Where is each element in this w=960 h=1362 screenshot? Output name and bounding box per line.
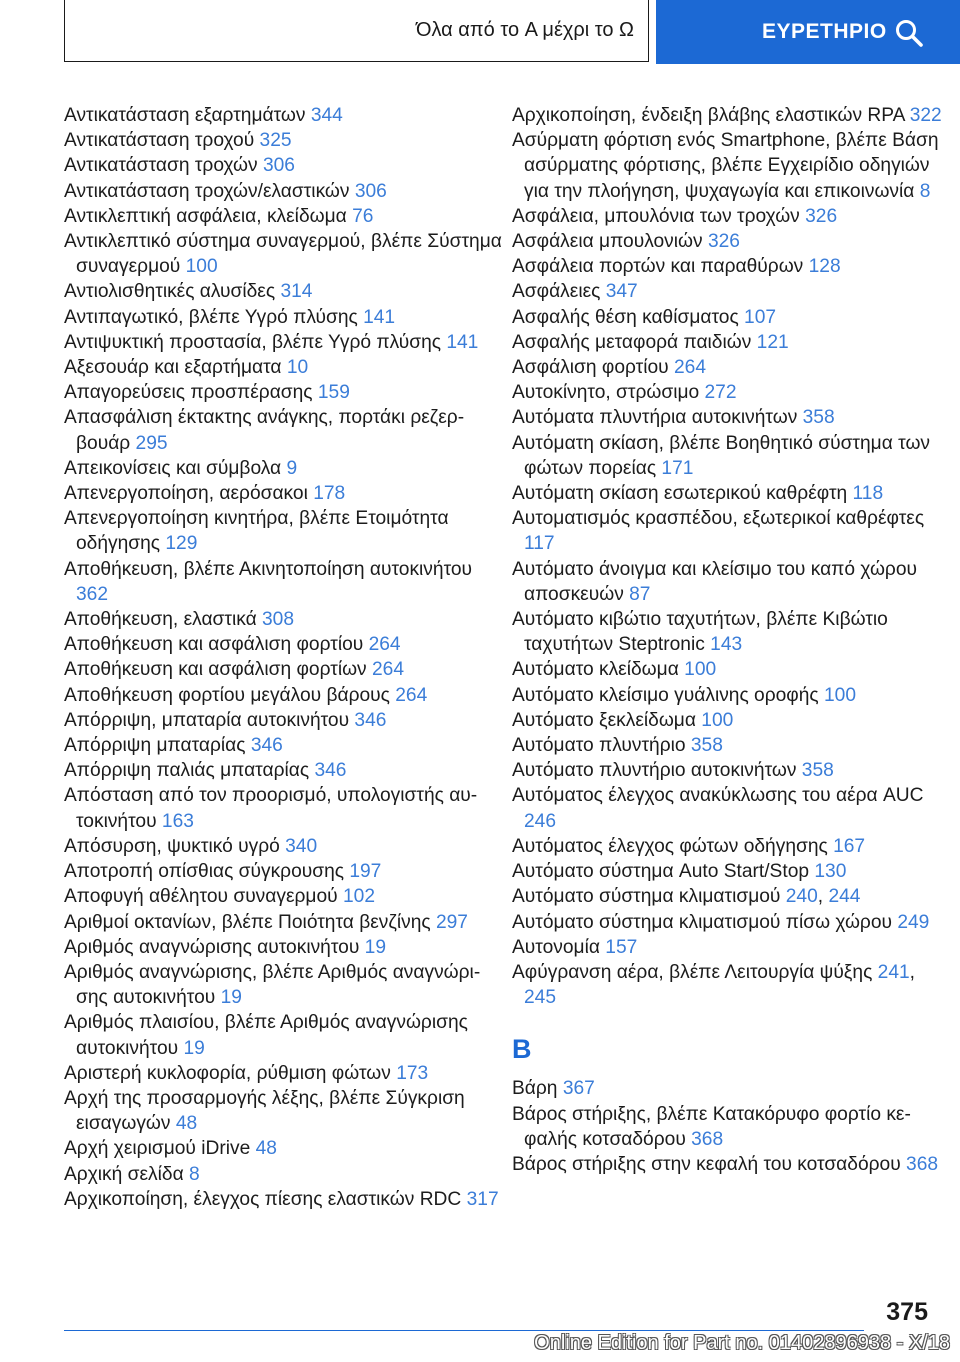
index-entry-term: Αυτόματο ξεκλείδωμα — [512, 709, 702, 731]
index-entry — [64, 683, 504, 708]
page-link[interactable]: 244 — [828, 886, 861, 908]
index-entry-term: Αυτοκίνητο, στρώσιμο — [512, 382, 705, 404]
index-entry — [512, 834, 942, 859]
page-link[interactable]: 141 — [446, 331, 479, 353]
index-entry — [64, 355, 504, 380]
index-entry-term: Αφύγρανση αέρα, βλέπε Λειτουργία ψύξης — [512, 961, 878, 983]
page-link[interactable]: 143 — [710, 634, 743, 656]
page-link[interactable]: 107 — [744, 306, 777, 328]
index-entry — [512, 708, 942, 733]
index-entry-term: Ασφαλής μεταφορά παιδιών — [512, 331, 757, 353]
index-entry — [512, 330, 942, 355]
index-entry — [512, 355, 942, 380]
page-link[interactable]: 87 — [629, 583, 651, 605]
index-entry — [512, 783, 942, 833]
index-entry-term: Αρχικοποίηση, έλεγχος πίεσης ελαστικών RDC — [64, 1188, 467, 1210]
index-entry-term: Βάρος στήριξης, βλέπε Κατακόρυφο φορτίο κεφαλής κοτσαδόρου — [512, 1103, 911, 1150]
page-link[interactable]: 10 — [286, 357, 309, 379]
page-link[interactable]: 264 — [395, 684, 428, 706]
index-entry-term: Ασφάλειες — [512, 281, 606, 303]
index-entry — [64, 657, 504, 682]
index-entry-term: Αρχικοποίηση, ένδειξη βλάβης ελαστικών RPA — [512, 105, 910, 126]
page-link[interactable]: 100 — [684, 659, 717, 681]
page-separator: , — [817, 886, 829, 908]
page-separator: , — [909, 961, 916, 983]
page-link[interactable]: 326 — [805, 205, 838, 227]
index-entry-term: Αυτόματο κλείσιμο γυάλινης οροφής — [512, 684, 824, 706]
index-entry — [64, 305, 504, 330]
page-link[interactable]: 118 — [852, 483, 884, 505]
index-entry — [512, 204, 942, 229]
page-link[interactable]: 171 — [661, 457, 694, 479]
page-link[interactable]: 325 — [259, 130, 292, 152]
index-entry-term: Αποθήκευση φορτίου μεγάλου βάρους — [64, 684, 396, 706]
index-entry-term: Αριστερή κυκλοφορία, ρύθμιση φώτων — [64, 1062, 397, 1084]
index-entry — [64, 859, 504, 884]
page-link[interactable]: 297 — [435, 911, 468, 933]
page-link[interactable]: 121 — [756, 331, 789, 353]
index-entry-term: Αυτόματο κλείδωμα — [512, 659, 685, 681]
page-link[interactable]: 264 — [371, 659, 404, 681]
index-entry-term: Απεικονίσεις και σύμβολα — [64, 457, 287, 479]
page-link[interactable]: 167 — [833, 835, 866, 857]
index-entry — [512, 960, 942, 1010]
page-link[interactable]: 368 — [691, 1128, 724, 1150]
index-entry-term: Αντιολισθητικές αλυσίδες — [64, 281, 281, 303]
index-entry-term: Απόσταση από τον προορισμό, υπολογιστής αυτοκινήτου — [64, 785, 478, 832]
index-entry-term: Αυτόματο σύστημα Auto Start/Stop — [512, 861, 815, 883]
index-entry-term: Αυτόματη σκίαση, βλέπε Βοηθητικό σύστημα των φώτων πορείας — [512, 432, 931, 479]
index-entry — [512, 1102, 942, 1152]
index-entry-term: Βάρη — [512, 1078, 563, 1100]
index-entry — [64, 708, 504, 733]
index-entry — [64, 103, 504, 128]
page-link[interactable]: 344 — [310, 105, 343, 126]
index-entry-term: Αποθήκευση και ασφάλιση φορτίων — [64, 659, 372, 681]
index-entry — [64, 405, 504, 455]
index-entry-term: Αποτροπή οπίσθιας σύγκρουσης — [64, 861, 350, 883]
index-entry — [512, 557, 942, 607]
page-link[interactable]: 128 — [808, 256, 841, 278]
index-entry-term: Αυτόματα πλυντήρια αυτοκινήτων — [512, 407, 803, 429]
index-entry — [512, 607, 942, 657]
index-entry — [512, 657, 942, 682]
index-entry — [512, 859, 942, 884]
page-link[interactable]: 141 — [363, 306, 396, 328]
page-link[interactable]: 340 — [285, 835, 318, 857]
footer-edition: Online Edition for Part no. 01402896938 - X/18 — [534, 1332, 950, 1354]
index-entry-term: Αντικατάσταση τροχών — [64, 155, 263, 177]
page-link[interactable]: 306 — [354, 180, 387, 202]
index-entry-term: Αρχή της προσαρμογής λέξης, βλέπε Σύγκριση εισαγωγών — [64, 1087, 465, 1135]
index-entry — [512, 910, 942, 935]
index-entry-term: Αυτόματο κιβώτιο ταχυτήτων, βλέπε Κιβώτιο ταχυτήτων Steptronic — [512, 609, 888, 656]
index-entry — [512, 733, 942, 758]
page-link[interactable]: 178 — [313, 483, 346, 505]
index-entry-term: Απόρριψη μπαταρίας — [64, 735, 251, 757]
page-link[interactable]: 173 — [396, 1062, 429, 1084]
index-entry-term: Αυτόματο σύστημα κλιματισμού — [512, 886, 786, 908]
page-link[interactable]: 9 — [286, 457, 298, 479]
index-entry-term: Αριθμός πλαισίου, βλέπε Αριθμός αναγνώρισης αυτοκινήτου — [64, 1012, 468, 1059]
index-entry — [64, 1010, 504, 1060]
page-link[interactable]: 346 — [354, 709, 387, 731]
index-entry-term: Απασφάλιση έκτακτης ανάγκης, πορτάκι ρεζερβουάρ — [64, 407, 465, 454]
index-entry — [512, 481, 942, 506]
index-entry — [512, 229, 942, 254]
page-link[interactable]: 306 — [262, 155, 295, 177]
page-link[interactable]: 358 — [801, 760, 834, 782]
index-entry-term: Απόρριψη, μπαταρία αυτοκινήτου — [64, 709, 355, 731]
page-link[interactable]: 8 — [189, 1163, 200, 1185]
section-letter-heading: B — [512, 1034, 532, 1065]
index-section-alpha — [512, 103, 942, 1010]
page-link[interactable]: 358 — [802, 407, 835, 429]
index-entry-term: Αντιπαγωτικό, βλέπε Υγρό πλύσης — [64, 306, 364, 328]
page-link[interactable]: 100 — [824, 684, 857, 706]
index-column-left — [64, 103, 504, 1212]
index-entry-term: Αυτόματο πλυντήριο αυτοκινήτων — [512, 760, 802, 782]
index-entry-term: Αντικλεπτική ασφάλεια, κλείδωμα — [64, 205, 353, 227]
index-entry — [512, 279, 942, 304]
page-link[interactable]: 157 — [605, 936, 638, 958]
page-link[interactable]: 117 — [524, 533, 555, 555]
index-entry — [512, 128, 942, 204]
tab-index[interactable] — [656, 0, 960, 64]
index-entry — [64, 1086, 504, 1136]
index-entry-term: Αυτοματισμός κρασπέδου, εξωτερικοί καθρέφτες — [512, 508, 925, 530]
index-entry — [64, 607, 504, 632]
index-entry-term: Αυτόματο σύστημα κλιματισμού πίσω χώρου — [512, 911, 898, 933]
index-entry — [512, 405, 942, 430]
page-link[interactable]: 19 — [364, 936, 387, 958]
index-entry-term: Αξεσουάρ και εξαρτήματα — [64, 357, 287, 379]
page-link[interactable]: 264 — [368, 634, 401, 656]
index-entry-term: Ασύρματη φόρτιση ενός Smartphone, βλέπε Βάση ασύρματης φόρτισης, βλέπε Εγχειρίδιο οδηγιών για την πλοήγηση, ψυχαγωγία και επικοινωνία — [512, 130, 939, 202]
index-entry — [512, 506, 942, 556]
index-entry — [64, 1061, 504, 1086]
index-entry-term: Απόσυρση, ψυκτικό υγρό — [64, 835, 286, 857]
index-entry — [64, 153, 504, 178]
page-link[interactable]: 197 — [349, 861, 382, 883]
page-link[interactable]: 264 — [673, 357, 706, 379]
page-link[interactable]: 19 — [183, 1037, 205, 1059]
index-entry-term: Βάρος στήριξης στην κεφαλή του κοτσαδόρου — [512, 1153, 907, 1175]
index-entry — [64, 229, 504, 279]
page-link[interactable]: 308 — [262, 609, 295, 631]
index-entry — [64, 330, 504, 355]
index-entry — [64, 834, 504, 859]
index-entry-term: Αντικατάσταση εξαρτημάτων — [64, 105, 311, 126]
index-entry — [64, 632, 504, 657]
index-entry-term: Απαγορεύσεις προσπέρασης — [64, 382, 318, 404]
index-entry-term: Αποθήκευση, βλέπε Ακινητοποίηση αυτοκινήτου — [64, 558, 473, 580]
page-link[interactable]: 163 — [161, 810, 194, 832]
index-entry — [512, 103, 942, 128]
index-entry — [512, 683, 942, 708]
index-entry-term: Απενεργοποίηση κινητήρα, βλέπε Ετοιμότητα οδήγησης — [64, 508, 449, 555]
index-entry — [512, 254, 942, 279]
index-entry — [64, 204, 504, 229]
page-link[interactable]: 8 — [919, 180, 931, 202]
tab-a-to-z[interactable] — [64, 0, 649, 62]
index-entry — [512, 380, 942, 405]
index-entry — [512, 431, 942, 481]
page-link[interactable]: 241 — [877, 961, 910, 983]
index-entry-term: Ασφάλεια πορτών και παραθύρων — [512, 256, 809, 278]
index-entry-term: Αυτόματη σκίαση εσωτερικού καθρέφτη — [512, 483, 853, 505]
index-entry — [64, 758, 504, 783]
index-entry — [64, 506, 504, 556]
index-section-b — [512, 1076, 942, 1177]
index-entry-term: Ασφάλιση φορτίου — [512, 357, 674, 379]
page-link[interactable]: 100 — [185, 256, 218, 278]
page-link[interactable]: 76 — [352, 205, 374, 227]
index-entry — [64, 179, 504, 204]
index-entry — [64, 935, 504, 960]
page-link[interactable]: 240 — [785, 886, 818, 908]
page-link[interactable]: 100 — [701, 709, 734, 731]
page-link[interactable]: 159 — [317, 382, 350, 404]
page-link[interactable]: 347 — [605, 281, 638, 303]
page-number: 375 — [886, 1298, 928, 1326]
page-link[interactable]: 129 — [165, 533, 198, 555]
page-link[interactable]: 317 — [466, 1188, 499, 1210]
index-entry — [64, 910, 504, 935]
index-entry — [64, 1136, 504, 1161]
index-entry-term: Αυτόματο πλυντήριο — [512, 735, 691, 757]
index-entry-term: Αποθήκευση, ελαστικά — [64, 609, 263, 631]
index-entry — [64, 557, 504, 607]
index-entry-term: Αυτόματος έλεγχος ανακύκλωσης του αέρα AUC — [512, 785, 924, 807]
index-entry — [64, 128, 504, 153]
index-entry-term: Αντιψυκτική προστασία, βλέπε Υγρό πλύσης — [64, 331, 447, 353]
page-link[interactable]: 246 — [524, 810, 557, 832]
index-entry-term: Απόρριψη παλιάς μπαταρίας — [64, 760, 315, 782]
index-entry-term: Αντικλεπτικό σύστημα συναγερμού, βλέπε Σύστημα συναγερμού — [64, 231, 502, 278]
index-entry — [512, 1152, 942, 1177]
index-entry-term: Ασφαλής θέση καθίσματος — [512, 306, 745, 328]
page-link[interactable]: 368 — [906, 1153, 939, 1175]
page-link[interactable]: 48 — [255, 1138, 277, 1160]
page-link[interactable]: 19 — [220, 987, 242, 1009]
index-entry-term: Ασφάλεια, μπουλόνια των τροχών — [512, 205, 806, 227]
page-link[interactable]: 48 — [175, 1113, 198, 1135]
search-icon[interactable] — [894, 18, 924, 48]
index-entry-term: Αριθμός αναγνώρισης, βλέπε Αριθμός αναγνώρισης αυτοκινήτου — [64, 961, 481, 1009]
index-entry-term: Αριθμός αναγνώρισης αυτοκινήτου — [64, 936, 365, 958]
page-link[interactable]: 326 — [707, 231, 740, 253]
index-entry — [64, 279, 504, 304]
index-entry — [512, 884, 942, 909]
index-entry-term: Αριθμοί οκτανίων, βλέπε Ποιότητα βενζίνης — [64, 911, 436, 933]
index-entry-term: Αντικατάσταση τροχού — [64, 130, 260, 152]
page-link[interactable]: 249 — [897, 911, 930, 933]
page-link[interactable]: 346 — [314, 760, 347, 782]
index-entry — [64, 733, 504, 758]
index-entry — [64, 783, 504, 833]
page-link[interactable]: 295 — [135, 432, 168, 454]
index-entry-term: Αυτονομία — [512, 936, 606, 958]
index-entry-term: Αυτόματος έλεγχος φώτων οδήγησης — [512, 835, 834, 857]
index-entry — [64, 1187, 504, 1212]
index-entry — [64, 456, 504, 481]
index-entry-term: Ασφάλεια μπουλονιών — [512, 231, 708, 253]
index-entry — [64, 884, 504, 909]
index-entry — [64, 481, 504, 506]
page-link[interactable]: 272 — [704, 382, 737, 404]
index-entry-term: Αυτόματο άνοιγμα και κλείσιμο του καπό χώρου αποσκευών — [512, 558, 918, 605]
top-navigation — [0, 0, 960, 66]
index-entry — [64, 1162, 504, 1187]
page-link[interactable]: 358 — [690, 735, 723, 757]
footer-divider — [64, 1330, 864, 1331]
index-entry-term: Αποθήκευση και ασφάλιση φορτίου — [64, 634, 369, 656]
page-link[interactable]: 346 — [250, 735, 283, 757]
page-link[interactable]: 322 — [909, 105, 942, 126]
page-link[interactable]: 130 — [814, 861, 847, 883]
index-entry-term: Αποφυγή αθέλητου συναγερμού — [64, 886, 343, 908]
page-link[interactable]: 367 — [562, 1078, 595, 1100]
index-entry — [64, 380, 504, 405]
index-entry — [64, 960, 504, 1010]
index-entry — [512, 935, 942, 960]
index-entry-term: Αρχή χειρισμού iDrive — [64, 1138, 256, 1160]
tab-index-label: ΕΥΡΕΤΗΡΙΟ — [762, 20, 887, 43]
index-column-right — [512, 103, 942, 1177]
index-entry-term: Αντικατάσταση τροχών/ελαστικών — [64, 180, 355, 202]
tab-a-to-z-label: Όλα από το A μέχρι το Ω — [416, 19, 634, 41]
page-link[interactable]: 245 — [524, 987, 557, 1009]
page-link[interactable]: 102 — [343, 886, 376, 908]
page-link[interactable]: 314 — [280, 281, 313, 303]
index-entry-term: Απενεργοποίηση, αερόσακοι — [64, 483, 314, 505]
index-entry-term: Αρχική σελίδα — [64, 1163, 189, 1185]
index-entry — [512, 758, 942, 783]
index-entry — [512, 1076, 942, 1101]
index-entry — [512, 305, 942, 330]
page-link[interactable]: 362 — [76, 583, 109, 605]
